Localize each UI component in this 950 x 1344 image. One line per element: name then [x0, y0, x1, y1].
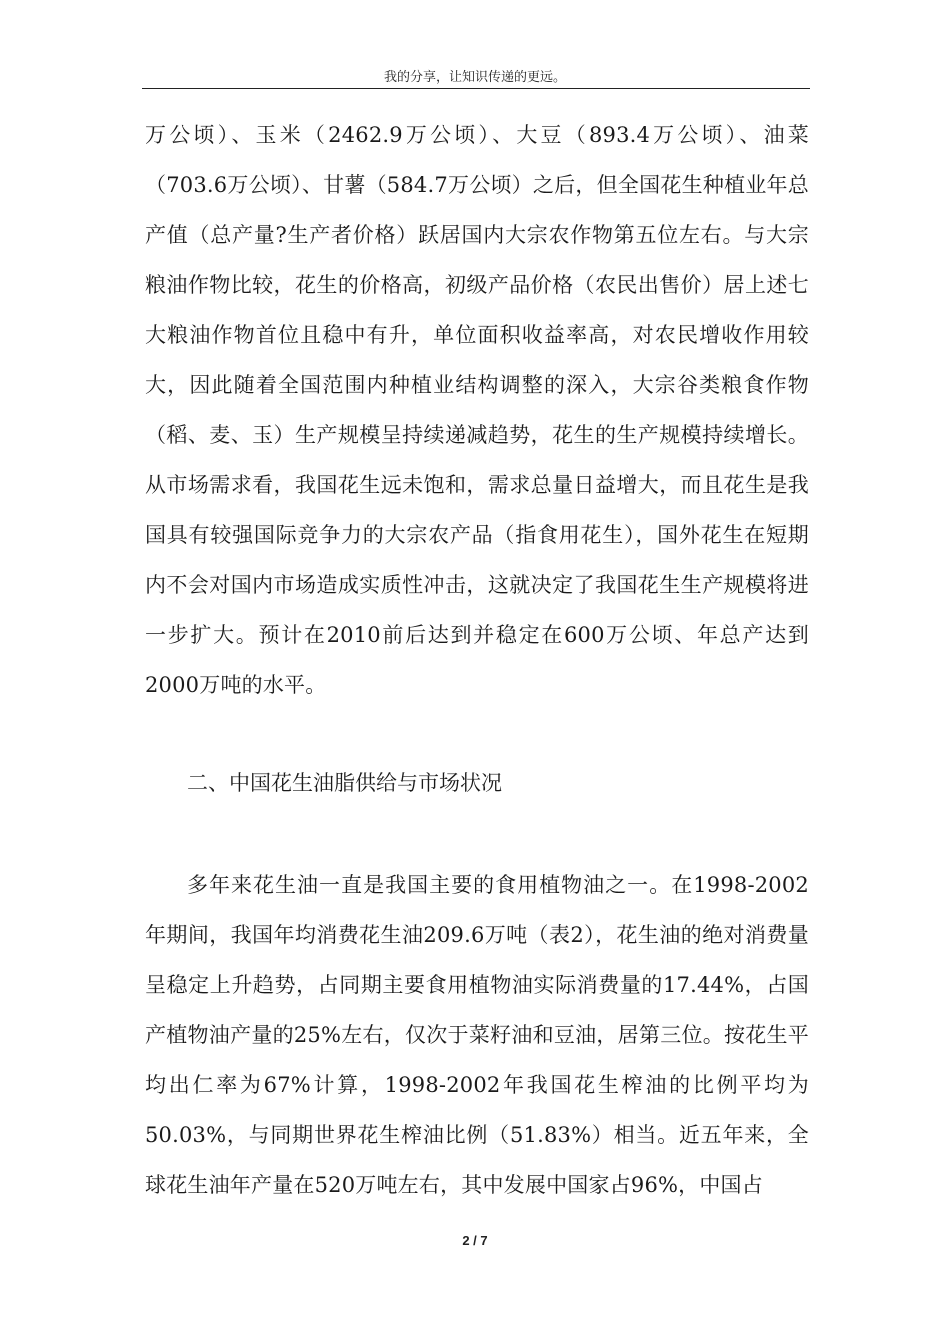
body-paragraph-2: 多年来花生油一直是我国主要的食用植物油之一。在1998-2002年期间，我国年均消费花生油209.6万吨（表2），花生油的绝对消费量呈稳定上升趋势，占同期主要食用植物油实际消费量的17.44%，占国产植物油产量的25%左右，仅次于菜籽油和豆油，居第三位。按花生平均出仁率为67%计算，1998-2002年我国花生榨油的比例平均为50.03%，与同期世界花生榨油比例（51.83%）相当。近五年来，全球花生油年产量在520万吨左右，其中发展中国家占96%，中国占 [145, 873, 809, 1197]
section-heading: 二、中国花生油脂供给与市场状况 [187, 771, 502, 795]
body-paragraph-1: 万公顷）、玉米（2462.9万公顷）、大豆（893.4万公顷）、油菜（703.6万公顷）、甘薯（584.7万公顷）之后，但全国花生种植业年总产值（总产量?生产者价格）跃居国内大宗农作物第五位左右。与大宗粮油作物比较，花生的价格高，初级产品价格（农民出售价）居上述七大粮油作物首位且稳中有升，单位面积收益率高，对农民增收作用较大，因此随着全国范围内种植业结构调整的深入，大宗谷类粮食作物（稻、麦、玉）生产规模呈持续递减趋势，花生的生产规模持续增长。从市场需求看，我国花生远未饱和，需求总量日益增大，而且花生是我国具有较强国际竞争力的大宗农产品（指食用花生），国外花生在短期内不会对国内市场造成实质性冲击，这就决定了我国花生生产规模将进一步扩大。预计在2010前后达到并稳定在600万公顷、年总产达到2000万吨的水平。 [145, 123, 809, 697]
page-header: 我的分享，让知识传递的更远。 [383, 70, 566, 85]
header-divider [142, 88, 810, 89]
page-number: 2 / 7 [462, 1233, 488, 1248]
